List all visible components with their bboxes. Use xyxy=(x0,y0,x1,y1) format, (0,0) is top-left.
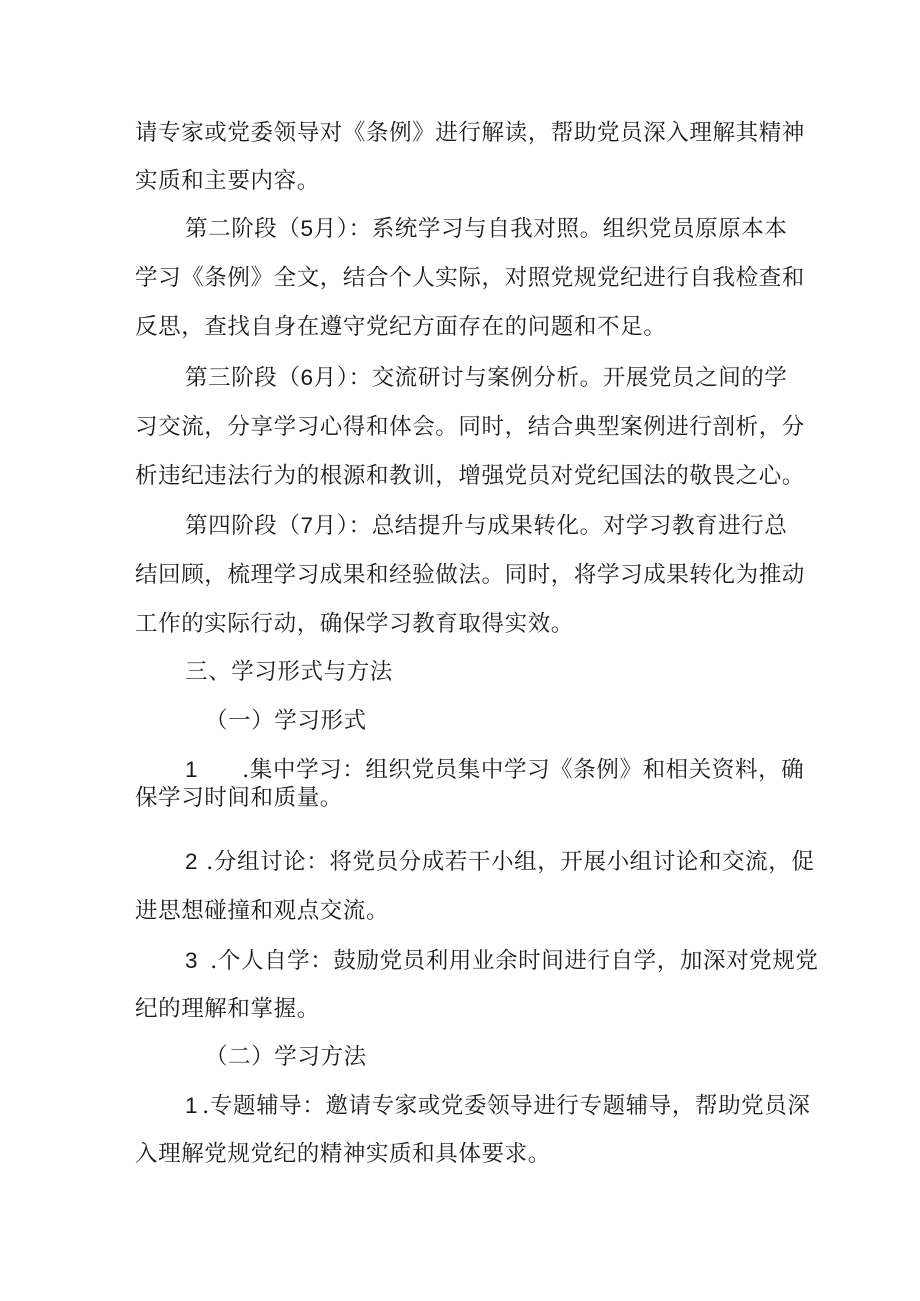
paragraph-line: 析违纪违法行为的根源和教训，增强党员对党纪国法的敬畏之心。 xyxy=(135,463,805,489)
item-text: .专题辅导：邀请专家或党委领导进行专题辅导，帮助党员深 xyxy=(202,1093,811,1119)
paragraph-line: 反思，查找自身在遵守党纪方面存在的问题和不足。 xyxy=(135,314,667,340)
item-text: .集中学习：组织党员集中学习《条例》和相关资料，确 xyxy=(242,757,805,783)
paragraph-line: 实质和主要内容。 xyxy=(135,168,320,194)
paragraph-line: 请专家或党委领导对《条例》进行解读，帮助党员深入理解其精神 xyxy=(135,120,805,146)
stage-three-month: 6 xyxy=(300,365,314,390)
paragraph-line: 结回顾，梳理学习成果和经验做法。同时，将学习成果转化为推动 xyxy=(135,562,805,588)
stage-three-lead: 第三阶段（ xyxy=(185,365,301,391)
stage-four-lead: 第四阶段（ xyxy=(185,513,301,539)
paragraph-line: 习交流，分享学习心得和体会。同时，结合典型案例进行剖析，分 xyxy=(135,414,805,440)
item-text: .分组讨论：将党员分成若干小组，开展小组讨论和交流，促 xyxy=(206,849,815,875)
form-item-1 xyxy=(185,759,804,782)
stage-three-line xyxy=(185,367,788,390)
paragraph-line: 进思想碰撞和观点交流。 xyxy=(135,898,390,924)
subsection-heading-methods: （二）学习方法 xyxy=(205,1044,367,1070)
paragraph-line: 保学习时间和质量。 xyxy=(135,785,343,811)
paragraph-line: 工作的实际行动，确保学习教育取得实效。 xyxy=(135,611,574,637)
item-number: 3 xyxy=(185,948,199,973)
paragraph-line: 纪的理解和掌握。 xyxy=(135,996,320,1022)
item-number: 1 xyxy=(185,757,199,782)
stage-two-line xyxy=(185,218,788,241)
stage-four-line xyxy=(185,515,788,538)
item-number: 2 xyxy=(185,849,199,874)
section-heading: 三、学习形式与方法 xyxy=(185,659,393,685)
form-item-3 xyxy=(185,950,818,973)
stage-three-rest: 月）：交流研讨与案例分析。开展党员之间的学 xyxy=(313,365,788,391)
stage-four-rest: 月）：总结提升与成果转化。对学习教育进行总 xyxy=(313,513,788,539)
stage-two-month: 5 xyxy=(300,216,314,241)
stage-two-rest: 月）：系统学习与自我对照。组织党员原原本本 xyxy=(313,216,788,242)
item-number: 1 xyxy=(185,1093,199,1118)
paragraph-line: 学习《条例》全文，结合个人实际，对照党规党纪进行自我检查和 xyxy=(135,265,805,291)
subsection-heading-forms: （一）学习形式 xyxy=(205,708,367,734)
method-item-1 xyxy=(185,1095,810,1118)
stage-four-month: 7 xyxy=(300,513,314,538)
form-item-2 xyxy=(185,851,814,874)
stage-two-lead: 第二阶段（ xyxy=(185,216,301,242)
item-text: .个人自学：鼓励党员利用业余时间进行自学，加深对党规党 xyxy=(210,948,819,974)
paragraph-line: 入理解党规党纪的精神实质和具体要求。 xyxy=(135,1141,551,1167)
